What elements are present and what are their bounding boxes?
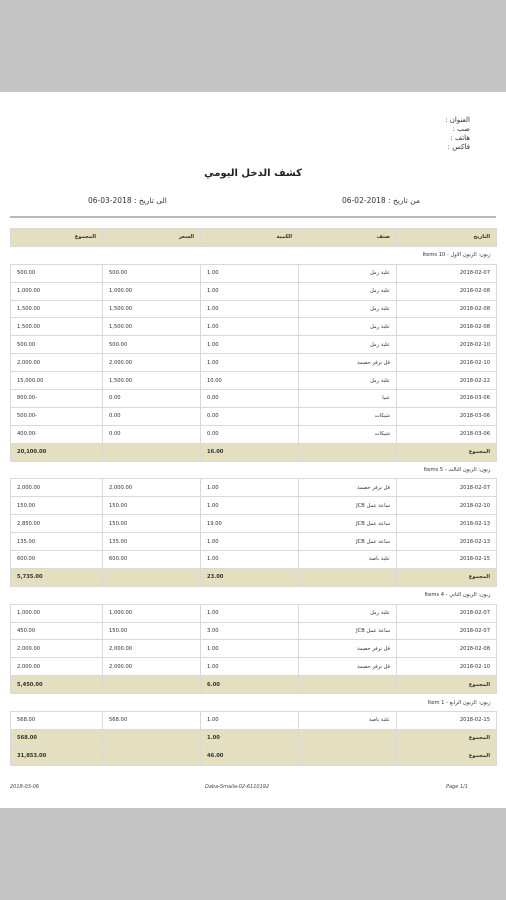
cell-price: 1,500.00 [103,300,201,318]
customer-group-label: زبون: الزبون الثاني - Items 4 [11,586,497,604]
subtotal-empty [299,729,397,747]
subtotal-row [11,729,497,747]
footer-date: 2018-03-06 [10,784,40,790]
cell-item: عبيا [299,390,397,408]
cell-date: 2018-02-10 [397,658,497,676]
cell-price: 500.00 [103,336,201,354]
cell-item: علبة باصة [299,551,397,569]
subtotal-empty [103,729,201,747]
subtotal-empty [299,443,397,461]
cell-date: 2018-02-08 [397,640,497,658]
col-item: صنف [299,229,397,247]
subtotal-empty [103,443,201,461]
table-header-row [11,229,497,247]
table-body [11,246,497,765]
table-row [11,282,497,300]
cell-price: 150.00 [103,515,201,533]
cell-price: 2,000.00 [103,658,201,676]
cell-date: 2018-02-13 [397,515,497,533]
table-row [11,622,497,640]
cell-qty: 1.00 [201,282,299,300]
cell-item: ساعة عمل JCB [299,622,397,640]
footer-id: Daba-Smaila-02-6110192 [205,784,270,790]
cell-qty: 0.00 [201,425,299,443]
subtotal-qty: 6.00 [201,676,299,694]
grand-total-row [11,747,497,765]
subtotal-label: المجموع [397,729,497,747]
customer-group-row [11,246,497,264]
cell-item: علبة رمل [299,604,397,622]
date-to: الى تاريخ : 2018-03-06 [88,196,167,205]
cell-qty: 0.00 [201,390,299,408]
company-phone: هاتف : [450,134,470,142]
table-row [11,515,497,533]
report-title: كشف الدخل اليومي [204,168,302,179]
footer-page: Page 1/1 [446,784,468,790]
cell-total: 500.00 [11,264,103,282]
table-row [11,336,497,354]
cell-price: 135.00 [103,533,201,551]
cell-total: 568.00 [11,712,103,730]
cell-total: 2,850.00 [11,515,103,533]
cell-qty: 1.00 [201,497,299,515]
cell-qty: 1.00 [201,604,299,622]
cell-price: 1,500.00 [103,318,201,336]
cell-price: 600.00 [103,551,201,569]
grand-total-empty [103,747,201,765]
cell-item: علبة رمل [299,372,397,390]
table-row [11,372,497,390]
table-row [11,390,497,408]
subtotal-row [11,676,497,694]
subtotal-empty [103,568,201,586]
cell-total: 600.00 [11,551,103,569]
cell-item: قل نرفر حصمة [299,640,397,658]
table-row [11,318,497,336]
cell-total: 1,000.00 [11,604,103,622]
cell-date: 2018-02-08 [397,300,497,318]
table-row [11,300,497,318]
table-row [11,640,497,658]
table-row [11,497,497,515]
cell-price: 500.00 [103,264,201,282]
cell-item: شيكات [299,425,397,443]
subtotal-label: المجموع [397,568,497,586]
cell-qty: 1.00 [201,551,299,569]
customer-group-label: زبون: الزبون الرابع - Item 1 [11,694,497,712]
cell-item: ساعة عمل JCB [299,533,397,551]
cell-qty: 1.00 [201,354,299,372]
cell-qty: 1.00 [201,712,299,730]
cell-item: علبة رمل [299,282,397,300]
table-row [11,425,497,443]
company-fax: فاكس : [447,143,470,151]
company-address: العنوان : [445,116,470,124]
customer-group-row [11,461,497,479]
table-row [11,407,497,425]
cell-total: 2,000.00 [11,658,103,676]
cell-date: 2018-02-10 [397,336,497,354]
subtotal-qty: 16.00 [201,443,299,461]
cell-date: 2018-03-06 [397,390,497,408]
cell-total: 2,000.00 [11,640,103,658]
cell-item: ساعة عمل JCB [299,497,397,515]
col-total: المجموع [11,229,103,247]
cell-item: قل نرفر حصمة [299,658,397,676]
cell-price: 1,000.00 [103,604,201,622]
cell-item: علبة رمل [299,300,397,318]
cell-date: 2018-02-13 [397,533,497,551]
table-row [11,479,497,497]
income-table [10,228,497,766]
cell-qty: 1.00 [201,533,299,551]
cell-total: 1,000.00 [11,282,103,300]
cell-item: ساعة عمل JCB [299,515,397,533]
cell-total: 500.00 [11,336,103,354]
cell-qty: 0.00 [201,407,299,425]
cell-date: 2018-02-08 [397,318,497,336]
cell-qty: 1.00 [201,336,299,354]
cell-qty: 10.00 [201,372,299,390]
table-row [11,658,497,676]
subtotal-sum: 5,735.00 [11,568,103,586]
subtotal-empty [299,568,397,586]
cell-item: علبة باصة [299,712,397,730]
cell-total: -800.00 [11,390,103,408]
subtotal-label: المجموع [397,443,497,461]
cell-qty: 1.00 [201,300,299,318]
cell-item: قل نرفر حصمة [299,479,397,497]
cell-date: 2018-02-07 [397,604,497,622]
cell-date: 2018-02-15 [397,551,497,569]
cell-date: 2018-02-07 [397,622,497,640]
customer-group-label: زبون: الزبون الاول - Items 10 [11,246,497,264]
cell-total: -400.00 [11,425,103,443]
cell-date: 2018-03-06 [397,425,497,443]
table-row [11,604,497,622]
cell-price: 150.00 [103,622,201,640]
cell-date: 2018-02-22 [397,372,497,390]
cell-total: 15,000.00 [11,372,103,390]
cell-price: 2,000.00 [103,479,201,497]
cell-price: 0.00 [103,407,201,425]
company-info [445,116,470,152]
subtotal-sum: 568.00 [11,729,103,747]
grand-total-sum: 31,853.00 [11,747,103,765]
col-price: السعر [103,229,201,247]
cell-qty: 1.00 [201,658,299,676]
subtotal-row [11,443,497,461]
cell-item: علبة رمل [299,336,397,354]
subtotal-sum: 5,450.00 [11,676,103,694]
table-row [11,354,497,372]
customer-group-row [11,586,497,604]
cell-qty: 1.00 [201,479,299,497]
table-row [11,551,497,569]
subtotal-empty [299,676,397,694]
subtotal-row [11,568,497,586]
cell-price: 150.00 [103,497,201,515]
subtotal-empty [103,676,201,694]
col-date: التاريخ [397,229,497,247]
cell-date: 2018-02-15 [397,712,497,730]
cell-total: 135.00 [11,533,103,551]
cell-item: علبة رمل [299,318,397,336]
cell-total: 150.00 [11,497,103,515]
grand-total-label: المجموع [397,747,497,765]
table-row [11,533,497,551]
table-row [11,712,497,730]
cell-total: 1,500.00 [11,300,103,318]
cell-qty: 3.00 [201,622,299,640]
report-page [0,92,506,808]
cell-qty: 1.00 [201,264,299,282]
customer-group-row [11,694,497,712]
cell-date: 2018-02-10 [397,497,497,515]
cell-total: 450.00 [11,622,103,640]
subtotal-qty: 1.00 [201,729,299,747]
cell-date: 2018-02-08 [397,282,497,300]
cell-price: 0.00 [103,390,201,408]
cell-date: 2018-03-06 [397,407,497,425]
cell-qty: 1.00 [201,640,299,658]
cell-qty: 1.00 [201,318,299,336]
cell-price: 2,000.00 [103,354,201,372]
date-from: من تاريخ : 2018-02-06 [342,196,420,205]
cell-total: 2,000.00 [11,479,103,497]
grand-total-qty: 46.00 [201,747,299,765]
cell-price: 2,000.00 [103,640,201,658]
subtotal-qty: 23.00 [201,568,299,586]
table-row [11,264,497,282]
cell-date: 2018-02-07 [397,264,497,282]
cell-price: 0.00 [103,425,201,443]
cell-date: 2018-02-07 [397,479,497,497]
cell-total: 2,000.00 [11,354,103,372]
col-qty: الكمية [201,229,299,247]
cell-total: 1,500.00 [11,318,103,336]
cell-item: علبة رمل [299,264,397,282]
customer-group-label: زبون: الزبون الثالث - Items 5 [11,461,497,479]
subtotal-label: المجموع [397,676,497,694]
subtotal-sum: 20,100.00 [11,443,103,461]
cell-item: قل نرفر حصمة [299,354,397,372]
cell-qty: 19.00 [201,515,299,533]
cell-price: 568.00 [103,712,201,730]
grand-total-empty [299,747,397,765]
cell-price: 1,000.00 [103,282,201,300]
cell-item: شيكات [299,407,397,425]
cell-total: -500.00 [11,407,103,425]
company-box: صب : [452,125,470,133]
cell-price: 1,500.00 [103,372,201,390]
cell-date: 2018-02-10 [397,354,497,372]
header-divider [10,216,496,218]
